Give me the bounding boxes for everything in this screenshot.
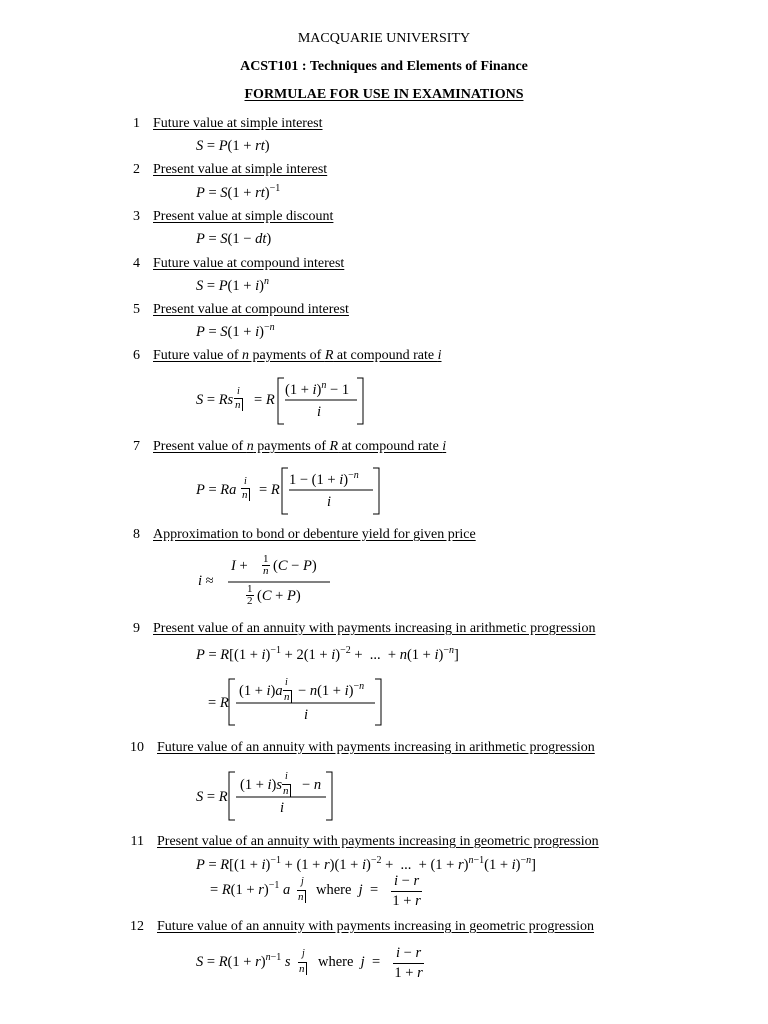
course-title: ACST101 : Techniques and Elements of Finance (240, 59, 528, 74)
formula-11-where: where j = (316, 882, 379, 898)
formula-3: P = S(1 − dt) (196, 231, 272, 247)
formula-8-frac-1n: 1 n (263, 553, 269, 577)
formula-8-lhs: i ≈ (198, 573, 214, 589)
formula-6-super: i (237, 386, 240, 397)
formula-10-numerator-rest: − n (302, 777, 322, 793)
formula-10-angle: n (283, 785, 289, 797)
formula-7-angle: n (242, 489, 248, 501)
formula-8-fraction-bar (228, 581, 332, 583)
formula-4: $S = P(1 + i)^n$ (196, 276, 269, 294)
formula-8-frac-half: 1 2 (247, 583, 253, 607)
formula-7-numerator: $1 - (1 + i)^{-n}$ (289, 470, 359, 488)
formula-10-denominator: i (280, 800, 285, 816)
formula-9-super: i (285, 677, 288, 688)
formula-12-lhs: $S = R(1 + r)^{n-1}$ s (196, 952, 291, 970)
formula-6-numerator: $(1 + i)^n - 1$ (285, 380, 350, 398)
formula-11-angle: n (298, 891, 304, 903)
formula-11-line-1: $P = R[(1 + i)^{-1} + (1 + r)(1 + i)^{-2}$ + ... + $(1 + r)^{n-1}(1 + i)^{-n}$] (196, 855, 536, 873)
formula-6-eq: = R (254, 392, 275, 408)
formula-8-numerator-rest: (C − P) (273, 558, 317, 574)
formula-7-denominator: i (327, 494, 332, 510)
page-title: FORMULAE FOR USE IN EXAMINATIONS (244, 87, 524, 102)
formula-12-fraction: i − r 1 + r (394, 945, 423, 981)
formula-7-lhs: P = Ra (196, 482, 237, 498)
formula-9-eq: = R (208, 695, 229, 711)
formula-11-super: j (301, 876, 304, 887)
formula-2: P = S(1 + rt)$^{-1}$ (196, 183, 281, 201)
formula-6-lhs: S = Rs (196, 392, 234, 408)
formula-7-super: i (244, 476, 247, 487)
formula-11-line-2: = $R(1 + r)^{-1}$ a (210, 880, 291, 898)
formula-12-where: where j = (318, 954, 381, 970)
formula-9-angle: n (284, 691, 290, 703)
formula-10-numerator: (1 + i)s (240, 777, 283, 793)
formula-10-super: i (285, 771, 288, 782)
formula-9-numerator-rest: − $n(1 + i)^{-n}$ (298, 681, 365, 699)
formula-1: S = P(1 + rt) (196, 138, 270, 154)
formula-9-line-1: $P = R[(1 + i)^{-1} + 2(1 + i)^{-2}$ + ... + $n(1 + i)^{-n}$] (196, 645, 459, 663)
formula-5: $P = S(1 + i)^{-n}$ (196, 322, 275, 340)
formula-11-fraction: i − r 1 + r (392, 873, 421, 909)
formula-7-eq: = R (259, 482, 280, 498)
formula-10-lhs: S = R (196, 789, 228, 805)
formula-12-super: j (302, 948, 305, 959)
formula-6-angle: n (235, 399, 241, 411)
formula-9-numerator: (1 + i)a (239, 683, 283, 699)
institution-name: MACQUARIE UNIVERSITY (297, 31, 471, 46)
formula-8-denominator: (C + P) (257, 588, 301, 604)
formula-8-numerator: I + (231, 558, 248, 574)
formula-12-angle: n (299, 963, 305, 975)
formula-6-denominator: i (317, 404, 322, 420)
formula-9-denominator: i (304, 707, 309, 723)
